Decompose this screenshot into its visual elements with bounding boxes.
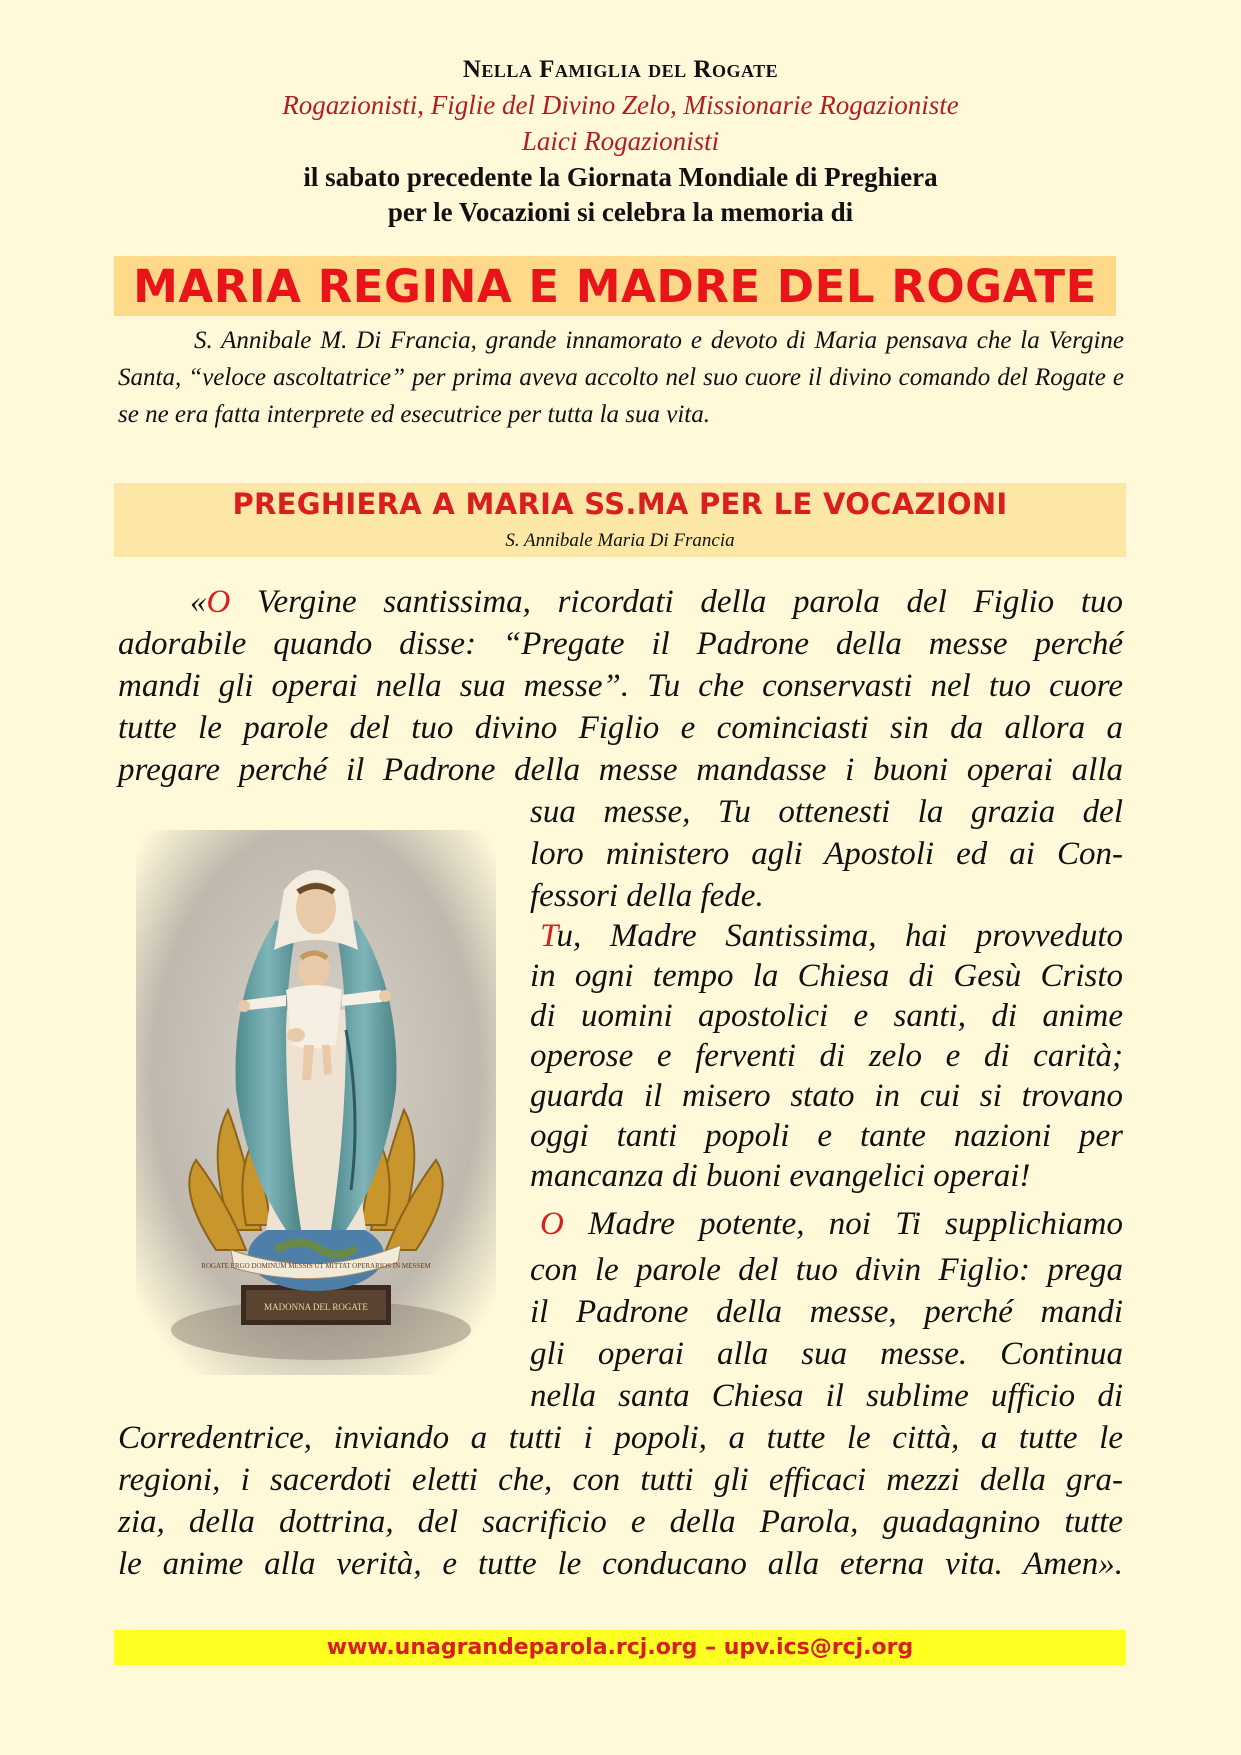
statue-banner-text: ROGATE ERGO DOMINUM MESSIS UT MITTAT OPERARIOS IN MESSEM — [201, 1262, 431, 1270]
drop-letter-o: O — [206, 584, 231, 620]
prayer-line: di uomini apostolici e santi, di anime — [530, 998, 1123, 1034]
prayer-line: Corredentrice, inviando a tutti i popoli, a tutte le città, a tutte le — [118, 1420, 1123, 1456]
prayer-line: tutte le parole del tuo divino Figlio e cominciasti sin da allora a — [118, 710, 1123, 746]
drop-letter-o2: O — [540, 1206, 564, 1242]
prayer-line: con le parole del tuo divin Figlio: prega — [530, 1252, 1123, 1288]
prayer-line: sua messe, Tu ottenesti la grazia del — [530, 794, 1123, 830]
prayer-line: fessori della fede. — [530, 878, 764, 914]
page-title: MARIA REGINA E MADRE DEL ROGATE — [133, 260, 1097, 313]
prayer-line: in ogni tempo la Chiesa di Gesù Cristo — [530, 958, 1123, 994]
prayer-line — [530, 916, 1123, 956]
prayer-line: nella santa Chiesa il sublime ufficio di — [530, 1378, 1123, 1414]
header-day-1: il sabato precedente la Giornata Mondiale di Preghiera — [303, 162, 938, 192]
intro-paragraph: S. Annibale M. Di Francia, grande innamorato e devoto di Maria pensava che la Vergine Santa, “veloce ascoltatrice” per prima aveva accolto nel suo cuore il divino comando del Rogate e se ne era fatta interprete ed esecutrice per tutta la sua vita. — [118, 327, 1124, 428]
footer-links: www.unagrandeparola.rcj.org – upv.ics@rcj.org — [326, 1635, 914, 1660]
prayer-line: adorabile quando disse: “Pregate il Padrone della messe perché — [118, 626, 1123, 662]
prayer-text: Madre potente, noi Ti supplichiamo — [588, 1206, 1123, 1242]
prayer-title: PREGHIERA A MARIA SS.MA PER LE VOCAZIONI — [232, 487, 1008, 521]
header-congregations: Rogazionisti, Figlie del Divino Zelo, Missionarie Rogazioniste — [282, 90, 959, 120]
prayer-line: il Padrone della messe, perché mandi — [530, 1294, 1123, 1330]
prayer-line — [118, 582, 1123, 622]
prayer-line: loro ministero agli Apostoli ed ai Con- — [530, 836, 1123, 872]
open-quote: « — [190, 584, 207, 620]
prayer-line — [530, 1204, 1123, 1244]
statue-base-text: MADONNA DEL ROGATE — [264, 1302, 368, 1312]
prayer-line: operose e ferventi di zelo e di carità; — [530, 1038, 1123, 1074]
header-family: Nella Famiglia del Rogate — [462, 56, 779, 83]
prayer-line: gli operai alla sua messe. Continua — [530, 1336, 1123, 1372]
drop-letter-t: T — [540, 918, 557, 954]
prayer-line: mancanza di buoni evangelici operai! — [530, 1158, 1031, 1194]
prayer-author: S. Annibale Maria Di Francia — [505, 530, 735, 551]
header-laici: Laici Rogazionisti — [521, 126, 720, 156]
prayer-line: pregare perché il Padrone della messe mandasse i buoni operai alla — [118, 752, 1123, 788]
madonna-statue-photo — [136, 830, 496, 1375]
statue-illustration — [136, 830, 496, 1375]
prayer-line: oggi tanti popoli e tante nazioni per — [530, 1118, 1123, 1154]
prayer-line: mandi gli operai nella sua messe”. Tu che conservasti nel tuo cuore — [118, 668, 1123, 704]
prayer-line: guarda il misero stato in cui si trovano — [530, 1078, 1123, 1114]
header-day-2: per le Vocazioni si celebra la memoria di — [387, 197, 854, 227]
prayer-text: u, Madre Santissima, hai provveduto — [556, 918, 1123, 954]
prayer-line: regioni, i sacerdoti eletti che, con tutti gli efficaci mezzi della gra- — [118, 1462, 1123, 1498]
prayer-line: zia, della dottrina, del sacrificio e della Parola, guadagnino tutte — [118, 1504, 1123, 1540]
prayer-line: le anime alla verità, e tutte le conducano alla eterna vita. Amen». — [118, 1546, 1123, 1582]
prayer-text: Vergine santissima, ricordati della parola del Figlio tuo — [257, 584, 1123, 620]
